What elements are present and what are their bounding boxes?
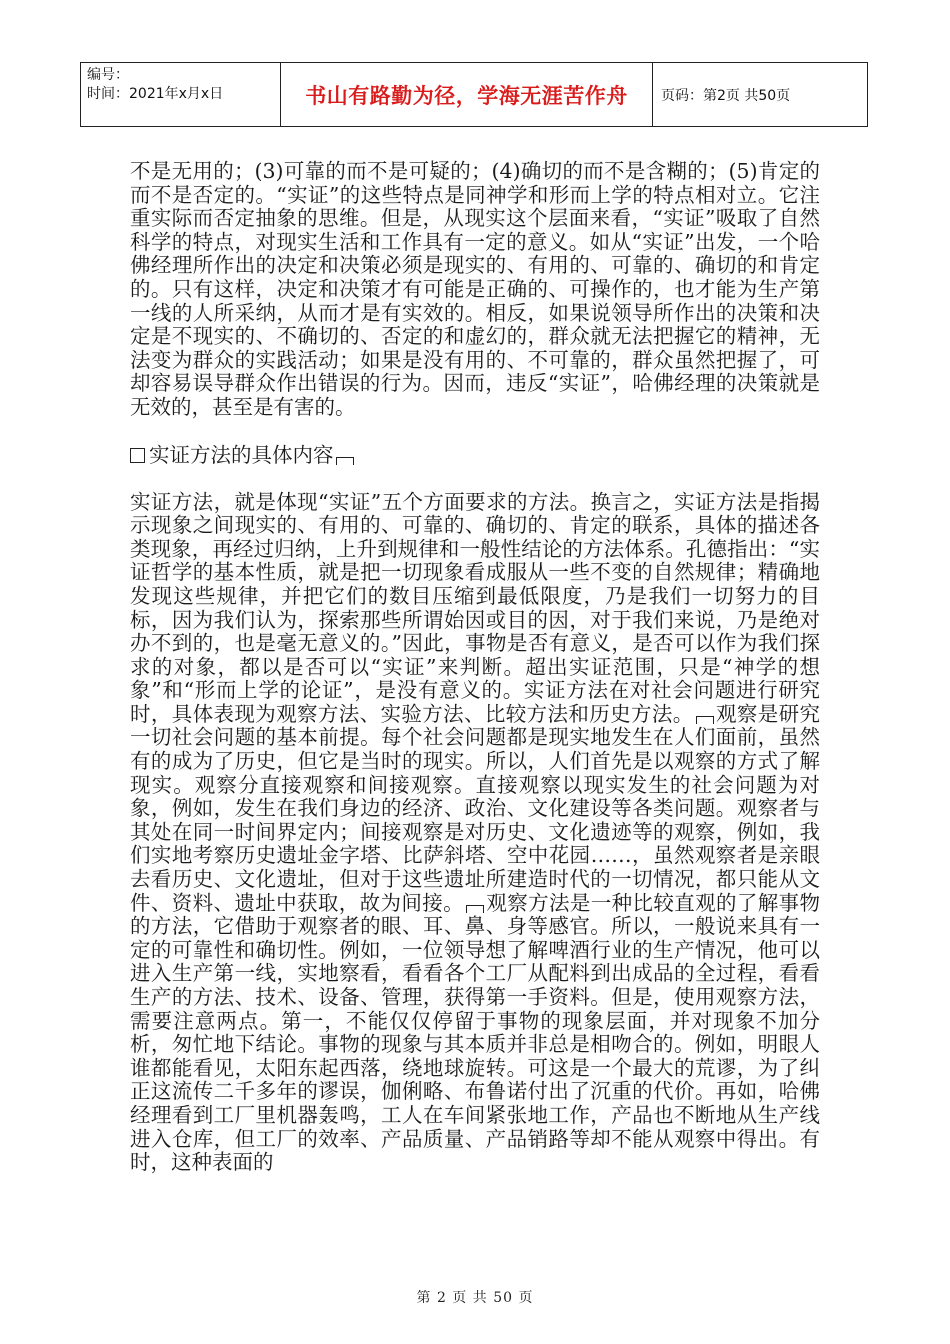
header-motto: 书山有路勤为径，学海无涯苦作舟: [281, 63, 653, 126]
line-break-mark-icon: [466, 905, 484, 913]
body-paragraph-1: 不是无用的；(3)可靠的而不是可疑的；(4)确切的而不是含糊的；(5)肯定的而不是否定的。“实证”的这些特点是同神学和形而上学的特点相对立。它注重实际而否定抽象的思维。但是，从现实这个层面来看，“实证”吸取了自然科学的特点，对现实生活和工作具有一定的意义。如从“实证”出发，一个哈佛经理所作出的决定和决策必须是现实的、有用的、可靠的、确切的和肯定的。只有这样，决定和决策才有可能是正确的、可操作的，也才能为生产第一线的人所采纳，从而才是有实效的。相反，如果说领导所作出的决策和决定是不现实的、不确切的、否定的和虚幻的，群众就无法把握它的精神，无法变为群众的实践活动；如果是没有用的、不可靠的，群众虽然把握了，可却容易误导群众作出错误的行为。因而，违反“实证”，哈佛经理的决策就是无效的，甚至是有害的。: [130, 159, 820, 419]
page-footer: 第 2 页 共 50 页: [416, 1290, 534, 1306]
checkbox-icon: [130, 448, 145, 463]
document-body: [130, 160, 820, 1175]
document-number-label: 编号：: [87, 67, 129, 83]
document-time-label: 时间：2021年x月x日: [87, 86, 224, 102]
header-meta-cell: [81, 63, 281, 126]
body-paragraph-2a: 实证方法，就是体现“实证”五个方面要求的方法。换言之，实证方法是指揭示现象之间现实的、有用的、可靠的、确切的、肯定的联系，具体的描述各类现象，再经过归纳，上升到规律和一般性结论的方法体系。孔德指出：“实证哲学的基本性质，就是把一切现象看成服从一些不变的自然规律；精确地发现这些规律，并把它们的数目压缩到最低限度，乃是我们一切努力的目标，因为我们认为，探索那些所谓始因或目的因，对于我们来说，乃是绝对办不到的，也是毫无意义的。”因此，事物是否有意义，是否可以作为我们探求的对象，都以是否可以“实证”来判断。超出实证范围，只是“神学的想象”和“形而上学的论证”，是没有意义的。实证方法在对社会问题进行研究时，具体表现为观察方法、实验方法、比较方法和历史方法。: [130, 489, 820, 726]
body-paragraph-2c: 观察方法是一种比较直观的了解事物的方法，它借助于观察者的眼、耳、鼻、身等感官。所以，一般说来具有一定的可靠性和确切性。例如，一位领导想了解啤酒行业的生产情况，他可以进入生产第一线，实地察看，看看各个工厂从配料到出成品的全过程，看看生产的方法、技术、设备、管理，获得第一手资料。但是，使用观察方法，需要注意两点。第一，不能仅仅停留于事物的现象层面，并对现象不加分析，匆忙地下结论。事物的现象与其本质并非总是相吻合的。例如，明眼人谁都能看见，太阳东起西落，绕地球旋转。可这是一个最大的荒谬，为了纠正这流传二千多年的谬误，伽俐略、布鲁诺付出了沉重的代价。再如，哈佛经理看到工厂里机器轰鸣，工人在车间紧张地工作，产品也不断地从生产线进入仓库，但工厂的效率、产品质量、产品销路等却不能从观察中得出。有时，这种表面的: [130, 890, 820, 1175]
section-heading: [130, 443, 820, 467]
page-header-table: [80, 62, 868, 127]
body-paragraph-2: [130, 491, 820, 1175]
line-break-mark-icon: [336, 457, 354, 465]
line-break-mark-icon: [696, 716, 714, 724]
header-page-number: 页码：第2页 共50页: [661, 87, 791, 104]
section-heading-text: 实证方法的具体内容: [149, 442, 334, 467]
body-paragraph-2b: 观察是研究一切社会问题的基本前提。每个社会问题都是现实地发生在人们面前，虽然有的成为了历史，但它是当时的现实。所以，人们首先是以观察的方式了解现实。观察分直接观察和间接观察。直接观察以现实发生的社会问题为对象，例如，发生在我们身边的经济、政治、文化建设等各类问题。观察者与其处在同一时间界定内；间接观察是对历史、文化遗迹等的观察，例如，我们实地考察历史遗址金字塔、比萨斜塔、空中花园……，虽然观察者是亲眼去看历史、文化遗址，但对于这些遗址所建造时代的一切情况，都只能从文件、资料、遗址中获取，故为间接。: [130, 701, 820, 915]
